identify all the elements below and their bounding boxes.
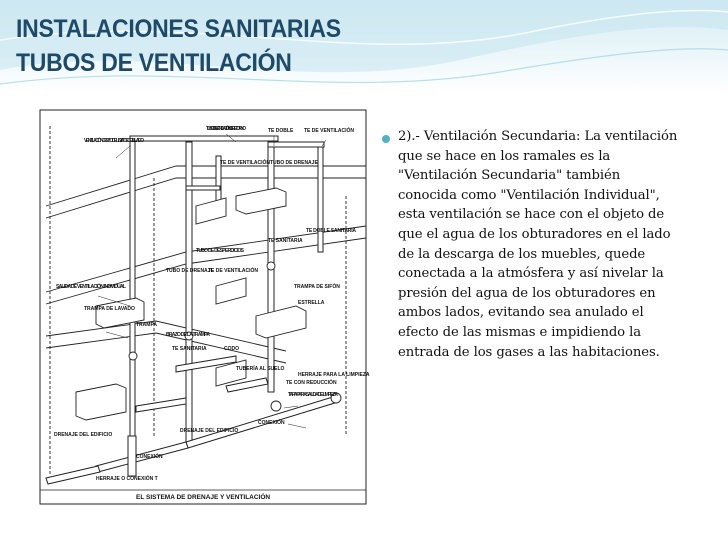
label-trampa-sifon: TRAMPA DE SIFÓN — [294, 284, 340, 290]
label-te-con-reduccion: TE CON REDUCCIÓN — [286, 380, 337, 386]
bullet-list — [382, 127, 682, 375]
label-herraje-limpieza: HERRAJE PARA LA LIMPIEZA — [298, 372, 370, 378]
label-codo: CODO — [224, 346, 239, 352]
title-line-1: INSTALACIONES SANITARIAS — [16, 15, 341, 43]
label-te-de-ventilacion: TE DE VENTILACIÓN — [220, 160, 271, 166]
label-salida-ventilacion: SALIDA DE VENTILACIÓN INDIVIDUAL — [56, 284, 126, 290]
label-ventilacion-90: VENTILACIÓN DE 90° O DE U/S 1/4" DE DOBLADO — [84, 138, 145, 144]
label-tubo-ventilacion-retorno: TUBO DE VENTILACIÓN DE RETORNO — [206, 126, 247, 132]
diagram-svg — [36, 106, 370, 508]
diagram-caption: EL SISTEMA DE DRENAJE Y VENTILACIÓN — [136, 494, 271, 501]
bullet-marker — [382, 135, 390, 143]
label-herraje-conexion-t: HERRAJE O CONEXIÓN T — [96, 476, 158, 482]
drainage-ventilation-diagram — [36, 106, 370, 508]
vent-top-lines — [130, 136, 324, 214]
slide-title — [16, 12, 341, 80]
label-te-doble: TE DOBLE — [268, 128, 294, 134]
label-tubo-de-drenaje: TUBO DE DRENAJE — [166, 268, 214, 274]
label-te-sanitaria-low: TE SANITARIA — [172, 346, 207, 352]
label-conexion: CONEXIÓN — [258, 420, 285, 426]
label-tubo-de-drenaje-top: TUBO DE DRENAJE — [270, 160, 318, 166]
label-drenaje-edificio: DRENAJE DEL EDIFICIO — [54, 432, 113, 438]
bullet-item-secondary-ventilation: 2).- Ventilación Secundaria: La ventilación que se hace en los ramales es la "Ventilación Secundaria" también conocida como "Ventilación Individual", esta ventilación se hace con el objeto de que el agua de los obturadores en el lado de la descarga de los muebles, quede conectada a la atmósfera y así nivelar la presión del agua de los obturadores en ambos lados, evitando sea anulado el efecto de las mismas e impidiendo la entrada de los gases a las habitaciones. — [398, 129, 678, 360]
label-tuberia-suelo: TUBERÍA AL SUELO — [236, 366, 285, 372]
label-te-doble-sanitaria: TE DOBLE SANITARIA — [306, 228, 356, 234]
label-conexion-2: CONEXIÓN — [136, 454, 163, 460]
label-te-sanitaria: TE SANITARIA — [268, 238, 303, 244]
label-estrella-top: ESTRELLA — [298, 300, 325, 306]
label-trampa-lavado: TRAMPA DE LAVADO — [84, 306, 135, 312]
label-tubo-desperdicios: TUBO DE DESPERDICIOS — [196, 248, 244, 254]
label-te-de-ventilacion-top: TE DE VENTILACIÓN — [304, 128, 355, 134]
label-trampa: TRAMPA — [136, 322, 158, 328]
label-brazo-trampa: BRAZO DE LA TRAMPA — [166, 332, 210, 338]
label-te-ventilacion-mid: TE DE VENTILACIÓN — [208, 268, 259, 274]
title-line-2: TUBOS DE VENTILACIÓN — [16, 49, 292, 77]
label-drenaje-edificio-2: DRENAJE DEL EDIFICIO — [180, 428, 239, 434]
label-tapa-salida: TAPA PARA SALIDA DE LIMPIEZA — [288, 392, 338, 398]
